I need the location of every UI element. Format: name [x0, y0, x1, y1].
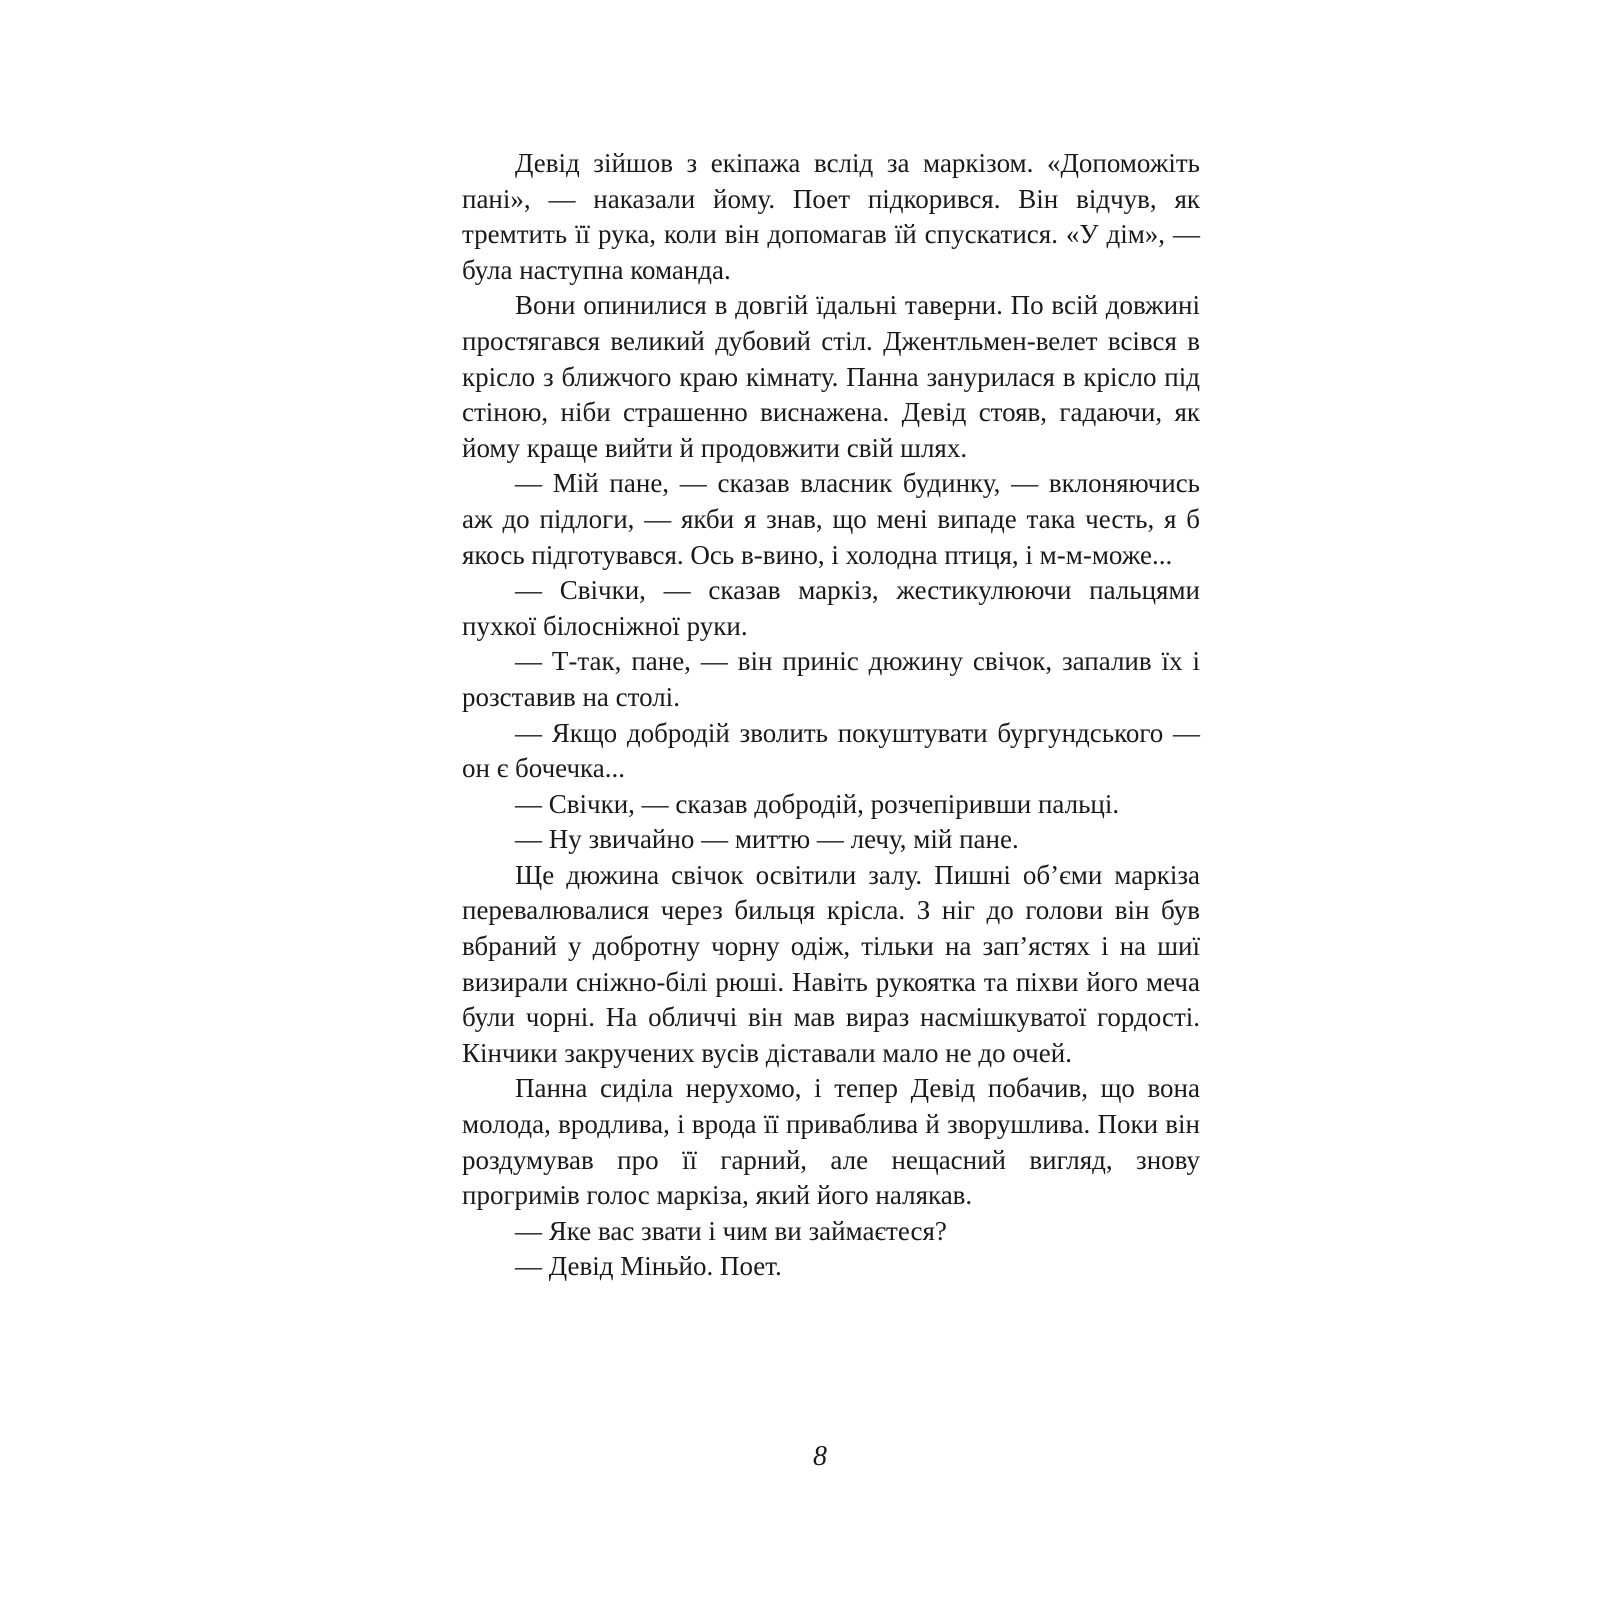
paragraph: — Свічки, — сказав добродій, розчепіривши пальці.	[515, 788, 1120, 819]
body-text	[462, 146, 1200, 1285]
paragraph: — Т-так, пане, — він приніс дюжину свічок, запалив їх і розставив на столі.	[462, 646, 1200, 712]
paragraph: — Свічки, — сказав маркіз, жестикулюючи пальцями пухкої білосніжної руки.	[462, 575, 1200, 641]
paragraph: — Яке вас звати і чим ви займаєтеся?	[515, 1215, 947, 1246]
paragraph: — Ну звичайно — миттю — лечу, мій пане.	[515, 824, 1019, 855]
paragraph: — Якщо добродій зволить покуштувати бургундського — он є бочечка...	[462, 717, 1200, 784]
paragraph: — Девід Міньйо. Поет.	[515, 1251, 782, 1282]
page-number: 8	[813, 1441, 827, 1472]
paragraph: Вони опинилися в довгій їдальні таверни. По всій довжині простягався великий дубовий стіл. Джентльмен-велет всівся в крісло з ближчого краю кімнату. Панна занурилася в крісло під стіною, ніби страшенно виснажена. Девід стояв, гадаючи, як йому краще вийти й продовжити свій шлях.	[462, 290, 1200, 463]
paragraph: Ще дюжина свічок освітили залу. Пишні об’єми маркіза перевалювалися через бильця крісла. З ніг до голови він був вбраний у добротну чорну одіж, тільки на зап’ястях і на шиї визирали сніжно-білі рюші. Навіть рукоятка та піхви його меча були чорні. На обличчі він мав вираз насмішкуватої гордості. Кінчики закручених вусів діставали мало не до очей.	[462, 859, 1200, 1068]
paragraph: Девід зійшов з екіпажа вслід за маркізом. «Допоможіть пані», — наказали йому. Поет підкорився. Він відчув, як тремтить її рука, коли він допомагав їй спускатися. «У дім», — була наступна команда.	[462, 148, 1200, 285]
paragraph: Панна сиділа нерухомо, і тепер Девід побачив, що вона молода, вродлива, і врода її приваблива й зворушлива. Поки він роздумував про її гарний, але нещасний вигляд, знову прогримів голос маркіза, який його налякав.	[462, 1073, 1200, 1211]
paragraph: — Мій пане, — сказав власник будинку, — вклоняючись аж до підлоги, — якби я знав, що мені випаде така честь, я б якось підготувався. Ось в-вино, і холодна птиця, і м-м-може...	[462, 468, 1200, 570]
